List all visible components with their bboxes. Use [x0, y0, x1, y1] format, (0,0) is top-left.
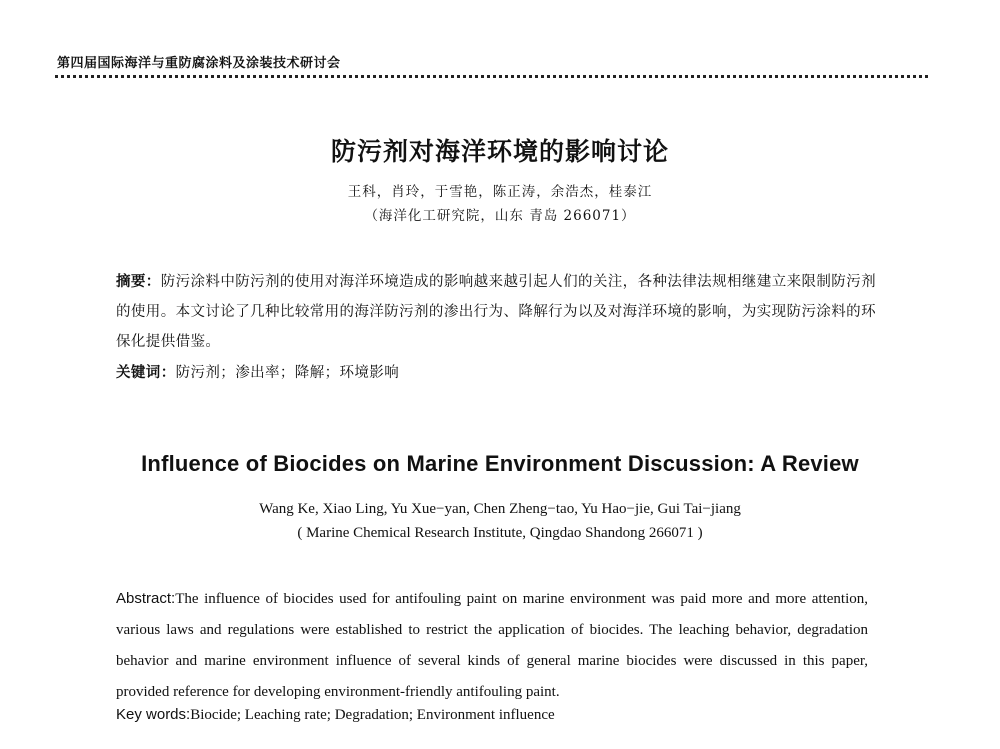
- chinese-keywords-text: 防污剂；渗出率；降解；环境影响: [175, 365, 400, 381]
- english-abstract: [116, 583, 868, 708]
- english-keywords-text: Biocide; Leaching rate; Degradation; Environment influence: [190, 707, 555, 723]
- running-header: 第四届国际海洋与重防腐涂料及涂装技术研讨会: [57, 56, 341, 71]
- chinese-abstract-text: 防污涂料中防污剂的使用对海洋环境造成的影响越来越引起人们的关注，各种法律法规相继建立来限制防污剂的使用。本文讨论了几种比较常用的海洋防污剂的渗出行为、降解行为以及对海洋环境的影响，为实现防污涂料的环保化提供借鉴。: [116, 274, 877, 350]
- english-abstract-label: Abstract:: [116, 590, 176, 607]
- chinese-keywords-label: 关键词：: [116, 365, 176, 381]
- chinese-title: 防污剂对海洋环境的影响讨论: [330, 137, 669, 166]
- chinese-affiliation: （海洋化工研究院，山东 青岛 266071）: [364, 208, 636, 224]
- english-authors: Wang Ke, Xiao Ling, Yu Xue−yan, Chen Zheng−tao, Yu Hao−jie, Gui Tai−jiang: [259, 501, 741, 517]
- english-abstract-text: The influence of biocides used for antifouling paint on marine environment was paid more and more attention, various laws and regulations were established to restrict the application of biocides. The leaching behavior, degradation behavior and marine environment influence of several kinds of general marine biocides were discussed in this paper, provided reference for developing environment-friendly antifouling paint.: [116, 591, 868, 700]
- chinese-authors: 王科，肖玲，于雪艳，陈正涛，余浩杰，桂泰江: [347, 184, 653, 200]
- chinese-abstract-label: 摘要：: [116, 274, 161, 290]
- chinese-abstract: [116, 267, 876, 357]
- english-keywords-label: Key words:: [116, 706, 191, 723]
- header-divider: [55, 75, 928, 78]
- english-title: Influence of Biocides on Marine Environment Discussion: A Review: [141, 451, 859, 476]
- chinese-keywords: [116, 361, 876, 382]
- english-affiliation: ( Marine Chemical Research Institute, Qingdao Shandong 266071 ): [297, 525, 703, 541]
- english-keywords: [116, 706, 868, 724]
